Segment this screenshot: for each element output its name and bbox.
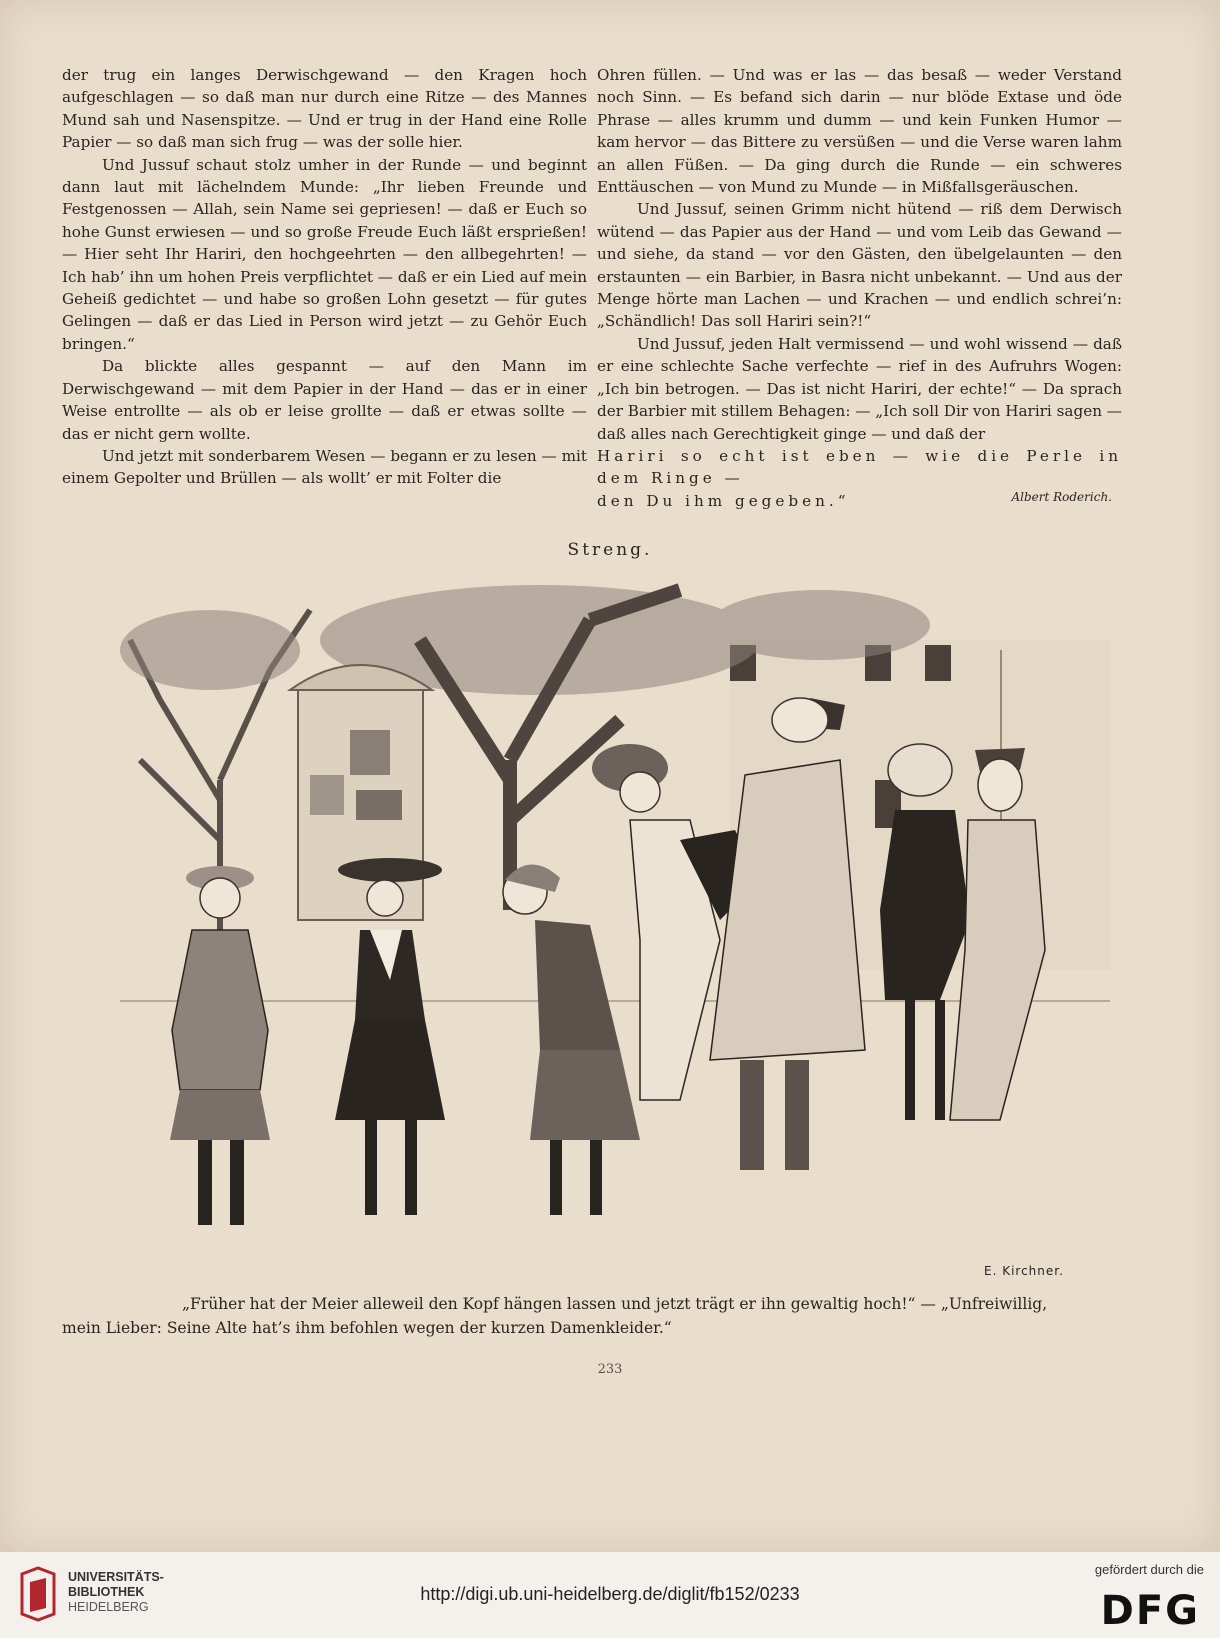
woman-3 [503,864,640,1215]
right-paragraph: Ohren füllen. — Und was er las — das besaß — weder Verstand noch Sinn. — Es befand sich darin — nur blöde Extase und öde Phrase — alles krumm und dumm — und kein Funken Humor — kam hervor — das Bittere zu versüßen — und die Verse waren lahm an allen Füßen. — Da ging durch die Runde — ein schweres Enttäuschen — von Mund zu Munde — in Mißfallsgeräuschen. [597,66,1122,197]
left-paragraph: Und jetzt mit sonderbarem Wesen — begann er zu lesen — mit einem Gepolter und Brüllen — als wollt’ er mit Folter die [62,446,587,488]
caption-line: „Früher hat der Meier alleweil den Kopf hängen lassen und jetzt trägt er ihn gewaltig hoch!“ — „Unfreiwillig, [182,1295,1048,1313]
cartoon-title: Streng. [567,540,653,560]
funding-label: gefördert durch die [1094,1562,1204,1577]
dfg-logo[interactable]: DFG [1100,1588,1200,1634]
advertising-column [290,665,432,920]
right-spaced-line: Hariri so echt ist eben — wie die Perle in dem Ringe — [597,446,1122,488]
building-window [925,645,951,681]
article-columns [62,64,1122,510]
right-column [597,64,1122,510]
right-paragraph: Und Jussuf, seinen Grimm nicht hütend — riß dem Derwisch wütend — das Papier aus der Hand — und vom Leib das Gewand — und siehe, da stand — vor den Gästen, den übelgelaunten — den erstaunten — ein Barbier, in Basra nicht unbekannt. — Und aus der Menge hörte man Lachen — und Krachen — und endlich schrei’n: „Schändlich! Das soll Hariri sein?!“ [597,200,1122,331]
cartoon-illustration [120,580,1110,1280]
library-name-line: HEIDELBERG [68,1600,149,1614]
viewer-footer [0,1552,1220,1638]
caption-line: mein Lieber: Seine Alte hat’s ihm befohlen wegen der kurzen Damenkleider.“ [62,1319,672,1337]
left-paragraph: Und Jussuf schaut stolz umher in der Runde — und beginnt dann laut mit lächelndem Munde: „Ihr lieben Freunde und Festgenossen — Allah, sein Name sei gepriesen! — daß er Euch so hohe Gunst erwiesen — und so große Freude Euch läßt ersprießen! — Hier seht Ihr Hariri, den hochgeehrten — den allbegehrten! — Ich hab’ ihn um hohen Preis verpflichtet — daß er ein Lied auf mein Geheiß gedichtet — und habe so großen Lohn gesetzt — für gutes Gelingen — daß er das Lied in Person wird jetzt — zu Gehör Euch bringen.“ [62,155,587,353]
left-column [62,64,587,504]
page-number: 233 [597,1362,623,1377]
document-url-link[interactable]: http://digi.ub.uni-heidelberg.de/diglit/fb152/0233 [420,1584,800,1604]
right-paragraph: Und Jussuf, jeden Halt vermissend — und wohl wissend — daß er eine schlechte Sache verfechte — rief in des Aufruhrs Wogen: „Ich bin betrogen. — Das ist nicht Hariri, der echte!“ — Da sprach der Barbier mit stillem Behagen: — „Ich soll Dir von Hariri sagen — daß alles nach Gerechtigkeit ginge — und daß der [597,334,1122,443]
left-paragraph: der trug ein langes Derwischgewand — den Kragen hoch aufgeschlagen — so daß man nur durch eine Ritze — des Mannes Mund sah und Nasenspitze. — Und er trug in der Hand eine Rolle Papier — so daß man sich frug — was der solle hier. [62,66,587,152]
cartoon-caption [62,1292,1122,1340]
library-name-line: UNIVERSITÄTS- [68,1570,164,1584]
library-name-line: BIBLIOTHEK [68,1585,145,1599]
right-spaced-line: den Du ihm gegeben.“ [597,491,850,510]
author-signature: Albert Roderich. [1011,490,1112,504]
left-paragraph: Da blickte alles gespannt — auf den Mann im Derwischgewand — mit dem Papier in der Hand — das er in einer Weise entrollte — als ob er leise grollte — daß er etwas sollte — das er nicht gern wollte. [62,357,587,443]
artist-signature: E. Kirchner. [984,1264,1064,1278]
